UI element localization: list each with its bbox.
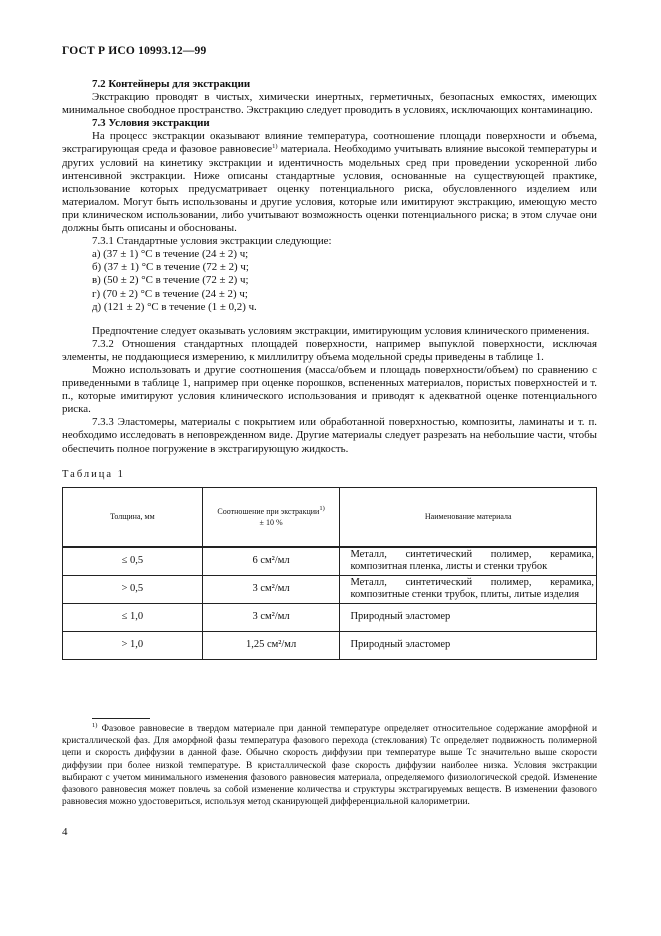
spacer: [62, 314, 597, 325]
section-7-3-2-text: 7.3.2 Отношения стандартных площадей поверхности, например выпуклой поверхности, исключая элементы, не поддающиеся измерению, к миллилитру объема модельной среды приведены в таблице 1.: [62, 337, 597, 363]
material-line-1: Металл, синтетический полимер, керамика,: [350, 577, 594, 589]
header-ratio-tolerance: ± 10 %: [259, 517, 283, 527]
material-line-2: композитные стенки трубок, плиты, литые изделия: [350, 589, 580, 601]
cell-material: [340, 575, 597, 603]
cell-material: [340, 631, 597, 659]
material-line-1: Природный эластомер: [350, 611, 451, 623]
section-7-3-1-intro: 7.3.1 Стандартные условия экстракции следующие:: [92, 235, 332, 248]
footnote-divider: [92, 718, 150, 719]
preference-text: Предпочтение следует оказывать условиям экстракции, имитирующим условия клинического применения.: [92, 324, 590, 337]
cell-ratio: 1,25 см²/мл: [202, 631, 340, 659]
header-material: Наименование материала: [340, 487, 597, 547]
cell-material: [340, 547, 597, 576]
header-ratio-text: Соотношение при экстракции: [217, 506, 320, 516]
header-ratio: [202, 487, 340, 547]
table-row: [63, 603, 597, 631]
header-thickness: Толщина, мм: [63, 487, 203, 547]
other-ratios-text: Можно использовать и другие соотношения (масса/объем и площадь поверхности/объем) по сравнению с приведенными в таблице 1, например при оценке порошков, вспененных материалов, пористых поверхностей и т. п., которые имитируют условия клинического использования и приводят к адекватной оценке потенциального риска.: [62, 363, 597, 416]
cell-ratio: 3 см²/мл: [202, 603, 340, 631]
section-7-2-title: 7.2 Контейнеры для экстракции: [92, 78, 251, 90]
material-line-2: композитная пленка, листы и стенки трубок: [350, 561, 548, 573]
standard-header: ГОСТ Р ИСО 10993.12—99: [62, 45, 207, 57]
header-ratio-footnote-ref: 1): [319, 504, 325, 512]
cell-thickness: ≤ 1,0: [63, 603, 203, 631]
condition-b: б) (37 ± 1) °С в течение (72 ± 2) ч;: [92, 261, 249, 274]
material-line-1: Природный эластомер: [350, 639, 451, 651]
page-number: 4: [62, 826, 68, 838]
cell-thickness: > 0,5: [63, 575, 203, 603]
condition-a: а) (37 ± 1) °С в течение (24 ± 2) ч;: [92, 248, 249, 261]
table-row: [63, 547, 597, 576]
extraction-ratio-table: [62, 487, 597, 660]
section-7-3-text-a: На процесс экстракции оказывают влияние температура, соотношение площади поверхности и объема, экстрагирующая среда и фазовое равновесие: [62, 130, 597, 156]
footnote: [62, 723, 597, 808]
section-7-3-title: 7.3 Условия экстракции: [92, 117, 210, 130]
cell-thickness: ≤ 0,5: [63, 547, 203, 576]
material-line-1: Металл, синтетический полимер, керамика,: [350, 549, 594, 561]
table-row: [63, 575, 597, 603]
section-7-3-text-b: материала. Необходимо учитывать влияние высокой температуры и других условий на кинетику экстракции и идентичность модельных сред при проведении ускоренной либо интенсивной экстракции. Ниже описаны стандартные условия, основанные на существующей практике, использование которых предусматривает оценку потенциального риска, обусловленного изделием или материалом. Могут быть использованы и другие условия, которые или имитируют экстракцию, имеющую место при клиническом использовании, либо учитывают возможность оценки потенциального риска; в этом случае они должны быть описаны и обоснованы.: [62, 143, 597, 235]
cell-thickness: > 1,0: [63, 631, 203, 659]
cell-ratio: 6 см²/мл: [202, 547, 340, 576]
footnote-mark: 1): [92, 722, 98, 729]
condition-c: в) (50 ± 2) °С в течение (72 ± 2) ч;: [92, 274, 249, 287]
footnote-ref: 1): [272, 143, 278, 151]
condition-e: д) (121 ± 2) °С в течение (1 ± 0,2) ч.: [92, 300, 257, 313]
table-caption: Таблица 1: [62, 468, 125, 480]
cell-material: [340, 603, 597, 631]
table-row: [63, 631, 597, 659]
section-7-2-text: Экстракцию проводят в чистых, химически инертных, герметичных, безопасных емкостях, имеющих минимальное свободное пространство. Экстракцию следует проводить в условиях, исключающих контаминацию.: [62, 91, 597, 117]
section-7-3-text: [62, 130, 597, 235]
condition-d: г) (70 ± 2) °С в течение (24 ± 2) ч;: [92, 287, 248, 300]
table-header-row: [63, 487, 597, 547]
main-content: [62, 78, 597, 660]
cell-ratio: 3 см²/мл: [202, 575, 340, 603]
section-7-3-3-text: 7.3.3 Эластомеры, материалы с покрытием или обработанной поверхностью, композиты, ламинаты и т. п. необходимо исследовать в неповрежденном виде. Другие материалы следует разрезать на небольшие части, чтобы обеспечить полное погружение в экстрагирующую жидкость.: [62, 416, 597, 455]
footnote-text: Фазовое равновесие в твердом материале при данной температуре определяет относительное содержание аморфной и кристаллической фаз. Для аморфной фазы температура фазового перехода (стеклования) Tс определяет подвижность полимерной цепи и скорость диффузии в данной фазе. Обычно скорость диффузии при температуре выше Tс значительно выше скорости диффузии при более низкой температуре. В кристаллической фазе скорость диффузии наиболее низка. Условия экстракции выбирают с учетом минимального изменения фазового равновесия материала, определяемого физиологической средой. Изменение фазового равновесия может повлечь за собой изменение количества и структуры экстрагируемых веществ. В изменении фазового равновесия можно удостовериться, используя метод сканирующей дифференциальной калориметрии.: [62, 724, 597, 808]
